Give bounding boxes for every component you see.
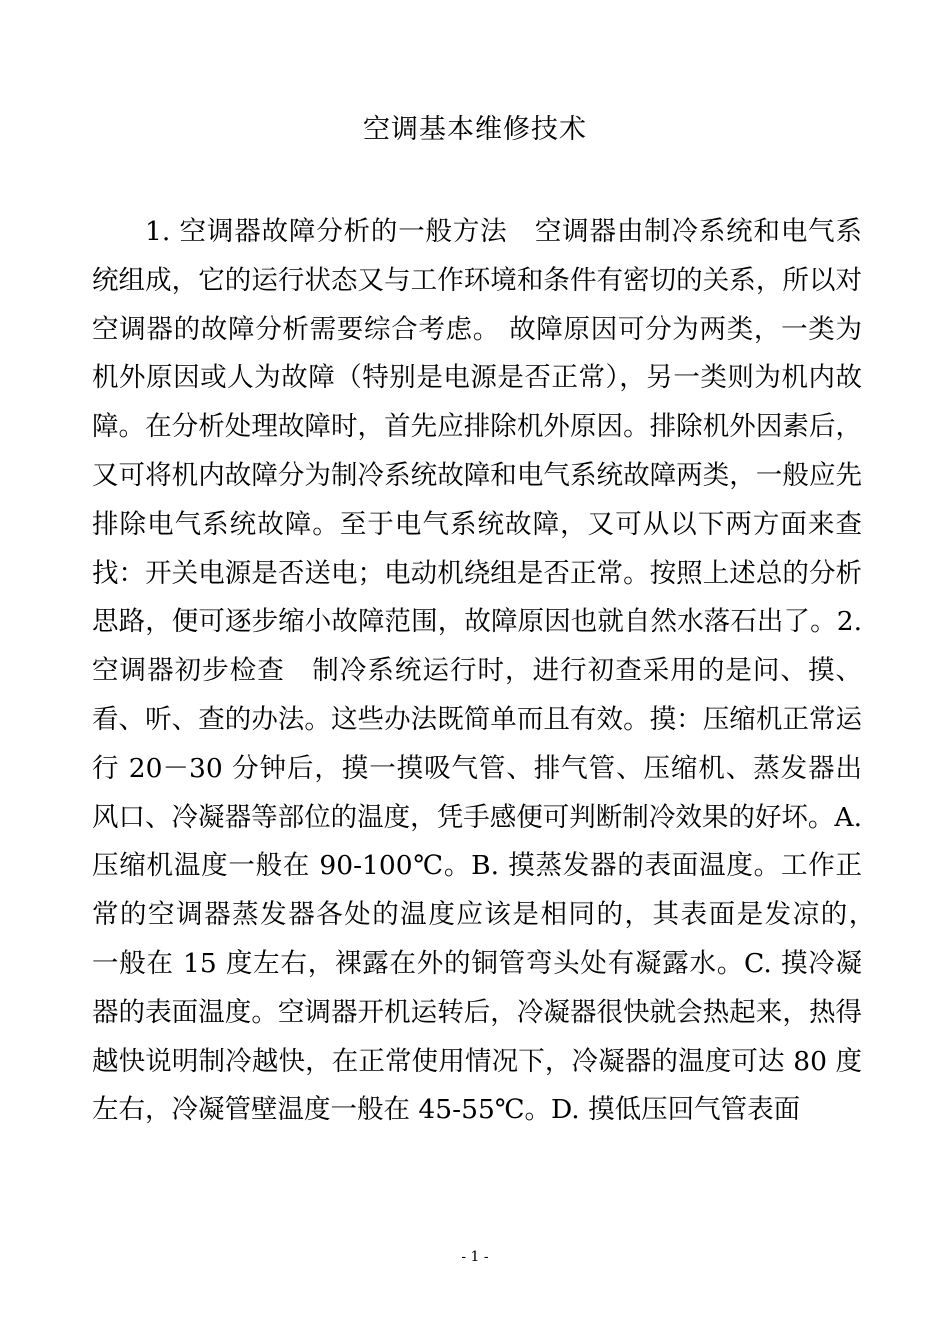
body-paragraph: 1. 空调器故障分析的一般方法 空调器由制冷系统和电气系统组成，它的运行状态又与工作环境和条件有密切的关系，所以对空调器的故障分析需要综合考虑。 故障原因可分为两类，一类为机外原因或人为故障（特别是电源是否正常），另一类则为机内故障。在分析处理故障时，首先应排除机外原因。排除机外因素后，又可将机内故障分为制冷系统故障和电气系统故障两类，一般应先排除电气系统故障。至于电气系统故障，又可从以下两方面来查找：开关电源是否送电；电动机绕组是否正常。按照上述总的分析思路，便可逐步缩小故障范围，故障原因也就自然水落石出了。2. 空调器初步检查 制冷系统运行时，进行初查采用的是问、摸、看、听、查的办法。这些办法既简单而且有效。摸：压缩机正常运行 20－30 分钟后，摸一摸吸气管、排气管、压缩机、蒸发器出风口、冷凝器等部位的温度，凭手感便可判断制冷效果的好坏。A. 压缩机温度一般在 90-100℃。B. 摸蒸发器的表面温度。工作正常的空调器蒸发器各处的温度应该是相同的，其表面是发凉的， 一般在 15 度左右，裸露在外的铜管弯头处有凝露水。C. 摸冷凝器的表面温度。空调器开机运转后，冷凝器很快就会热起来，热得越快说明制冷越快，在正常使用情况下，冷凝器的温度可达 80 度左右，冷凝管壁温度一般在 45-55℃。D. 摸低压回气管表面	[92, 216, 889, 1126]
page-number: - 1 -	[461, 1249, 489, 1265]
page-title: 空调基本维修技术	[363, 114, 587, 145]
